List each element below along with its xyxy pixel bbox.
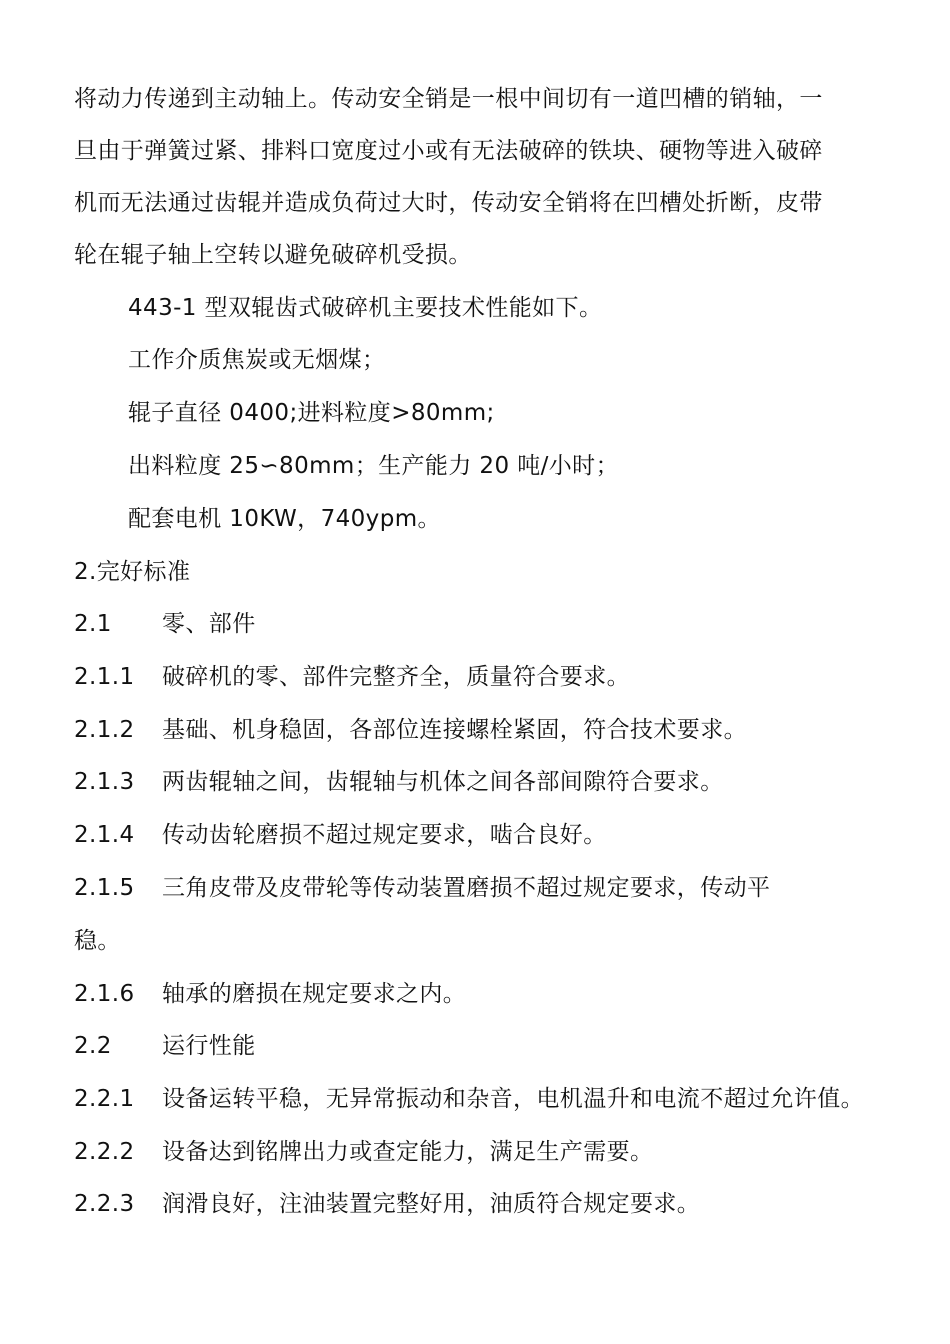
clause-number: 2.1.4 [74, 822, 135, 848]
clause-line [74, 979, 466, 1009]
clause-text: 轴承的磨损在规定要求之内。 [162, 981, 467, 1007]
clause-number: 2.1 [74, 611, 112, 637]
clause-number: 2.1.1 [74, 664, 135, 690]
clause-line [74, 662, 630, 692]
clause-title: 运行性能 [162, 1033, 256, 1059]
paragraph-line: 旦由于弹簧过紧、排料口宽度过小或有无法破碎的铁块、硬物等进入破碎 [74, 138, 823, 164]
paragraph-line: 轮在辊子轴上空转以避免破碎机受损。 [74, 242, 472, 268]
clause-text: 基础、机身稳固，各部位连接螺栓紧固，符合技术要求。 [162, 717, 747, 743]
clause-line [74, 1137, 653, 1167]
clause-text: 设备达到铭牌出力或查定能力，满足生产需要。 [162, 1139, 654, 1165]
clause-text: 传动齿轮磨损不超过规定要求，啮合良好。 [162, 822, 607, 848]
clause-line [74, 873, 770, 903]
section-heading: 2.完好标准 [74, 559, 191, 585]
clause-line [74, 715, 747, 745]
clause-title: 零、部件 [162, 611, 256, 637]
clause-text: 两齿辊轴之间，齿辊轴与机体之间各部间隙符合要求。 [162, 769, 724, 795]
spec-item: 配套电机 10KW，740ypm。 [128, 506, 441, 532]
clause-line [74, 1084, 864, 1114]
clause-number: 2.1.3 [74, 769, 135, 795]
clause-number: 2.2.3 [74, 1191, 135, 1217]
clause-number: 2.2 [74, 1033, 112, 1059]
spec-item: 工作介质焦炭或无烟煤； [128, 347, 386, 373]
clause-number: 2.1.2 [74, 717, 135, 743]
clause-text: 设备运转平稳，无异常振动和杂音，电机温升和电流不超过允许值。 [162, 1086, 864, 1112]
clause-line [74, 820, 607, 850]
clause-text: 润滑良好，注油装置完整好用，油质符合规定要求。 [162, 1191, 701, 1217]
specs-intro: 443-1 型双辊齿式破碎机主要技术性能如下。 [128, 295, 603, 321]
clause-number: 2.1.5 [74, 875, 135, 901]
clause-number: 2.2.1 [74, 1086, 135, 1112]
clause-number: 2.1.6 [74, 981, 135, 1007]
subsection-heading [74, 1031, 256, 1061]
clause-text: 三角皮带及皮带轮等传动装置磨损不超过规定要求，传动平 [162, 875, 771, 901]
spec-item: 出料粒度 25∽80mm；生产能力 20 吨/小时； [128, 453, 619, 479]
paragraph-line: 将动力传递到主动轴上。传动安全销是一根中间切有一道凹槽的销轴，一 [74, 86, 823, 112]
clause-line [74, 767, 724, 797]
subsection-heading [74, 609, 256, 639]
spec-item: 辊子直径 0400;进料粒度>80mm; [128, 400, 495, 426]
paragraph-line: 机而无法通过齿辊并造成负荷过大时，传动安全销将在凹槽处折断，皮带 [74, 190, 823, 216]
clause-number: 2.2.2 [74, 1139, 135, 1165]
clause-text: 破碎机的零、部件完整齐全，质量符合要求。 [162, 664, 630, 690]
clause-continuation: 稳。 [74, 928, 121, 954]
clause-line [74, 1189, 700, 1219]
